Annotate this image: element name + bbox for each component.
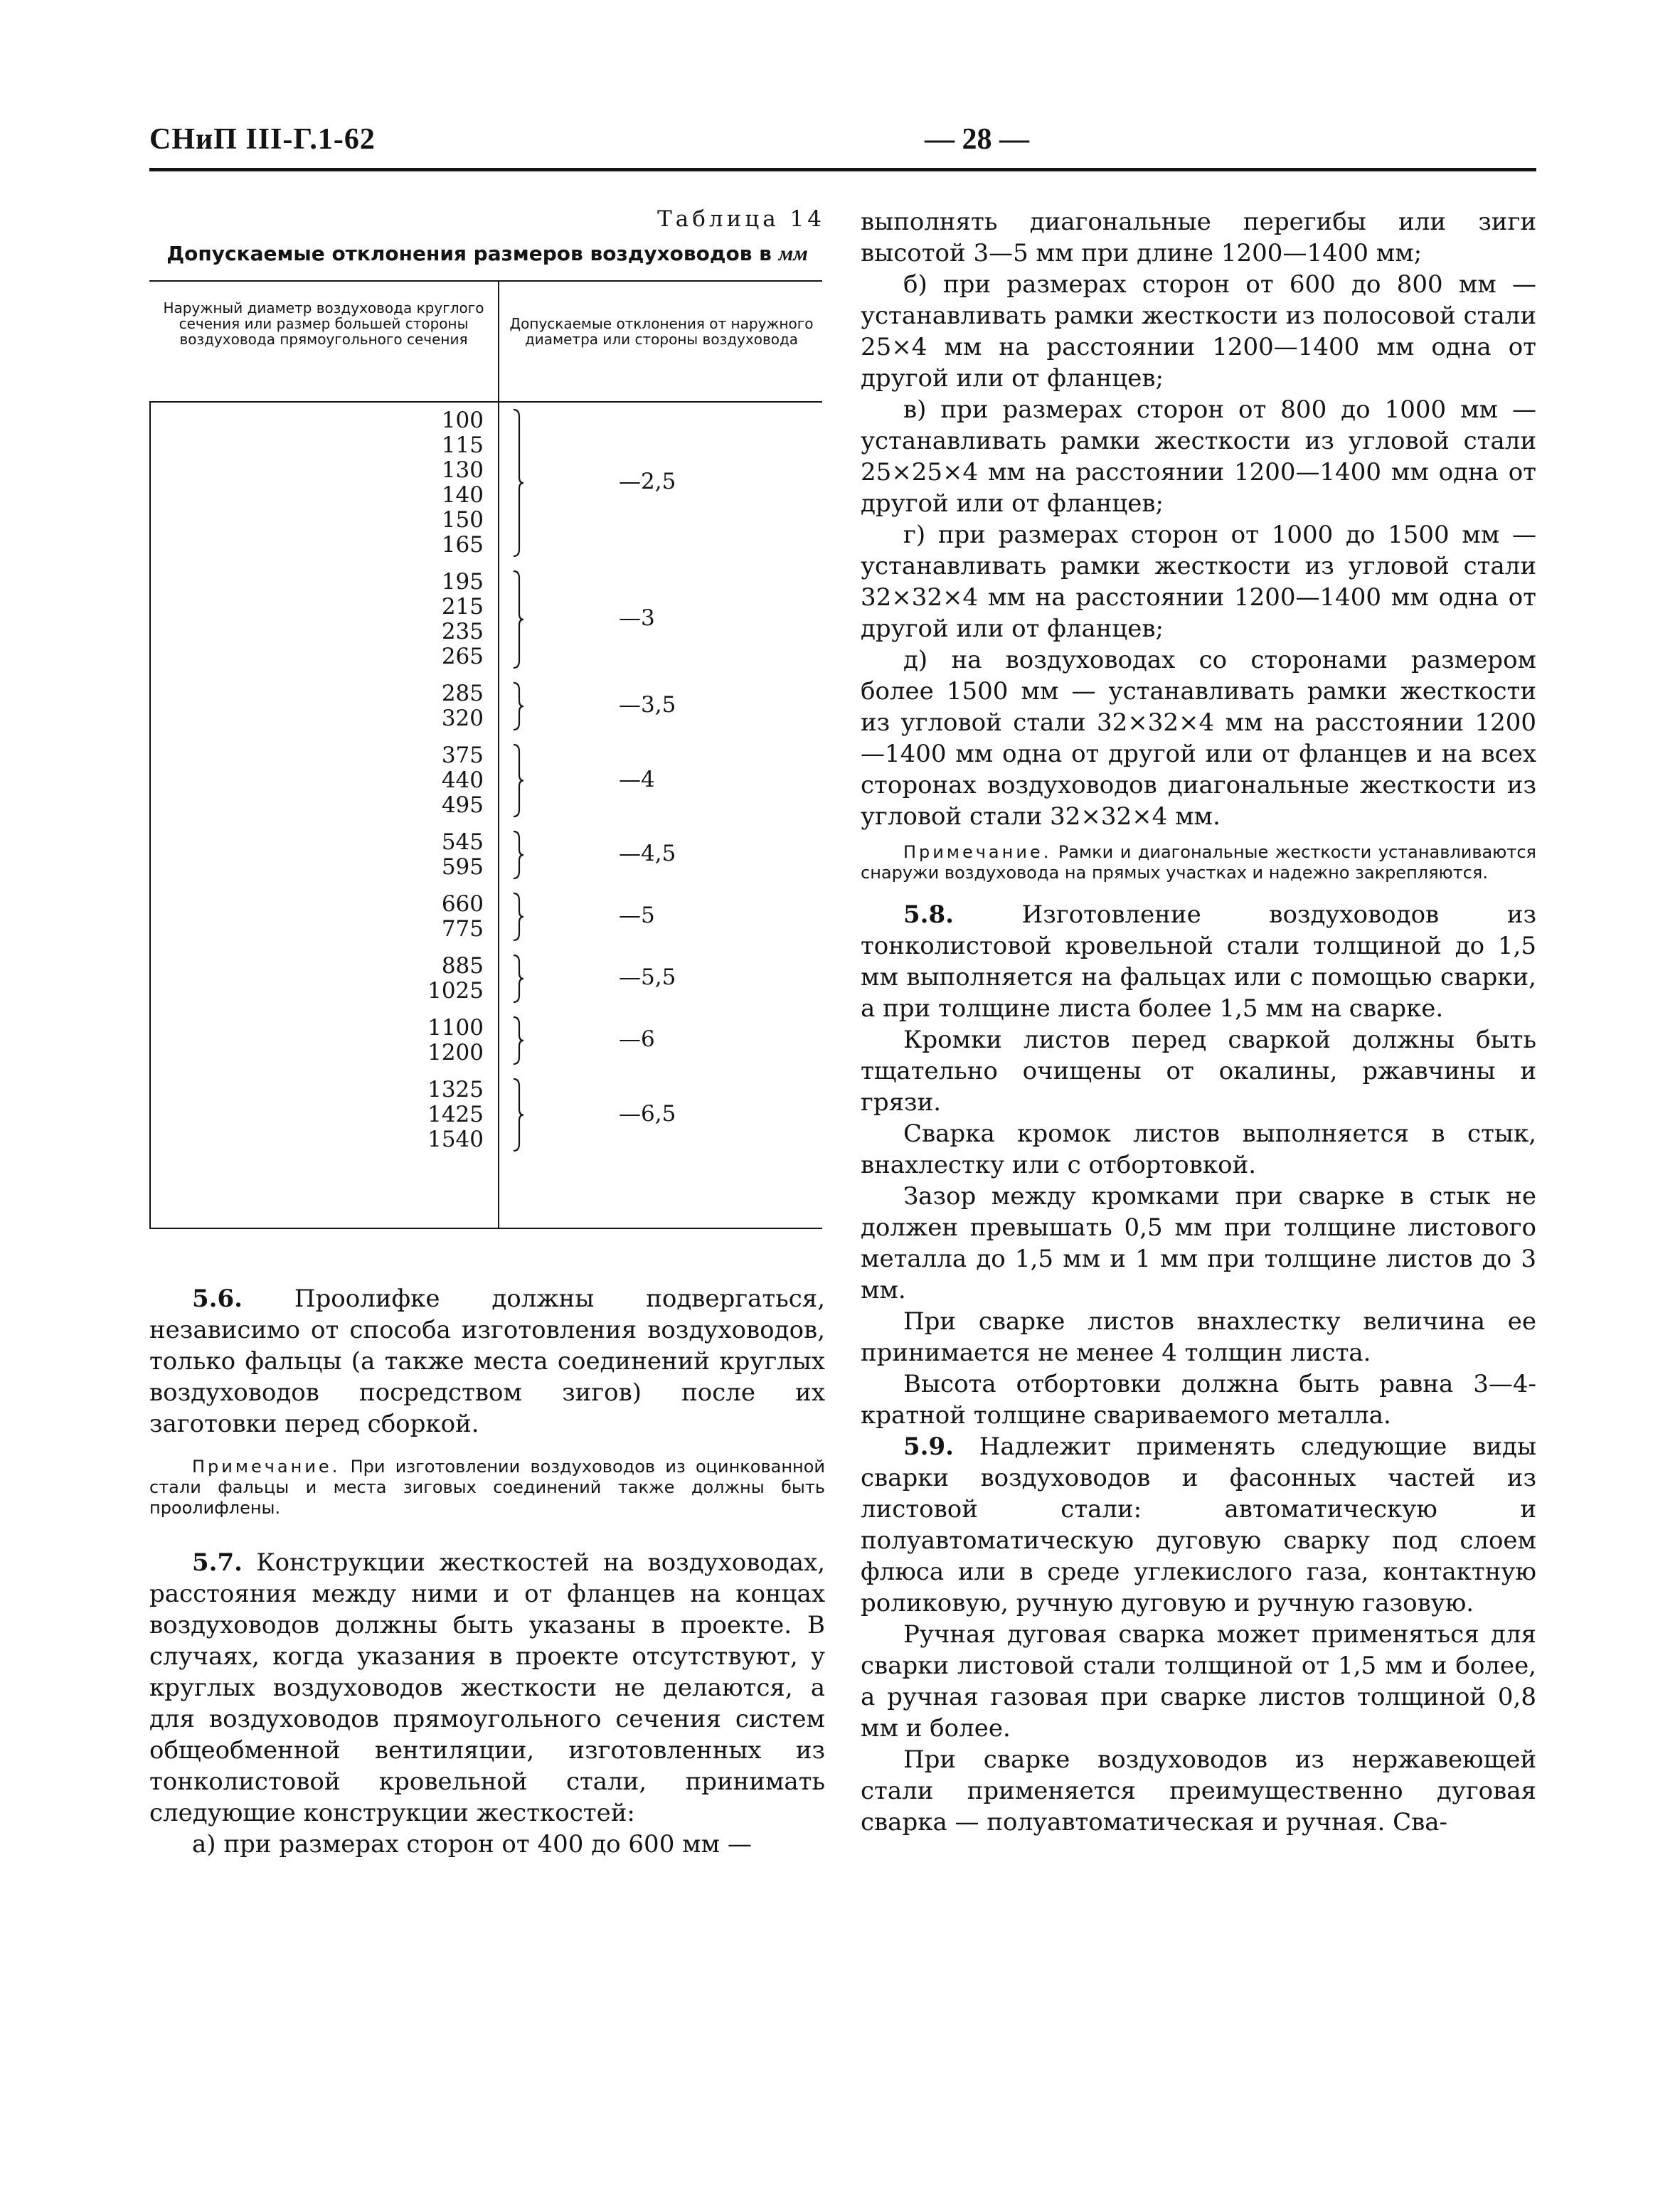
brace-icon — [512, 743, 525, 818]
brace-icon — [512, 892, 525, 942]
size-value: 165 — [441, 532, 484, 558]
size-values — [427, 892, 484, 942]
section-5-6 — [149, 1283, 825, 1440]
paragraph-flange-height: Высота отбортовки должна быть равна 3—4-кратной толщине свариваемого металла. — [861, 1370, 1536, 1430]
size-value: 545 — [441, 829, 484, 855]
brace-icon — [512, 830, 525, 880]
size-value: 195 — [441, 569, 484, 595]
size-value: 130 — [441, 457, 484, 483]
deviation-table — [149, 280, 822, 1229]
section-5-6-text: Проолифке должны подвергаться, независимо от способа изготовления воздуховодов, только фальцы (а также места соединений круглых воздуховодов посредством зигов) после их заготовки перед сборкой. — [149, 1285, 826, 1438]
brace-icon — [512, 570, 525, 669]
page-header — [149, 122, 1536, 172]
table-number: Таблица 14 — [657, 206, 825, 232]
size-value: 495 — [441, 792, 484, 818]
item-v: в) при размерах сторон от 800 до 1000 мм — устанавливать рамки жесткости из угловой стали 25×25×4 мм на расстоянии 1200—1400 мм одна от другой или от фланцев; — [861, 395, 1536, 518]
page-number: — 28 — — [925, 123, 1029, 156]
paragraph-overlap: При сварке листов внахлестку величина ее принимается не менее 4 толщин листа. — [861, 1307, 1536, 1367]
table-header-size: Наружный диаметр воздуховода круглого сечения или размер большей стороны воздуховода прямоугольного сечения — [163, 299, 484, 348]
size-values — [427, 830, 484, 880]
size-value: 775 — [441, 916, 484, 942]
note-1-text: При изготовлении воздуховодов из оцинкованной стали фальцы и места зиговых соединений также должны быть проолифлены. — [149, 1457, 825, 1518]
section-5-9-number: 5.9. — [903, 1432, 954, 1461]
left-column — [149, 206, 825, 1860]
size-values — [427, 570, 484, 669]
paragraph-edges: Кромки листов перед сваркой должны быть тщательно очищены от окалины, ржавчины и грязи. — [861, 1026, 1536, 1117]
size-value: 660 — [441, 891, 484, 917]
item-g: г) при размерах сторон от 1000 до 1500 мм — устанавливать рамки жесткости из угловой стали 32×32×4 мм на расстоянии 1200—1400 мм одна от другой или от фланцев; — [861, 521, 1536, 643]
size-values — [427, 681, 484, 731]
deviation-value: —4 — [619, 766, 655, 792]
header-rule — [149, 168, 1536, 171]
section-5-6-number: 5.6. — [192, 1285, 243, 1313]
size-value: 1025 — [427, 978, 484, 1004]
size-values — [427, 1078, 484, 1152]
brace-icon — [512, 1078, 525, 1152]
table-row-group — [149, 830, 822, 880]
size-values — [427, 743, 484, 818]
table-title — [149, 242, 825, 266]
paragraph-manual-arc: Ручная дуговая сварка может применяться для сварки листовой стали толщиной от 1,5 мм и более, а ручная газовая при сварке листов толщиной 0,8 мм и более. — [861, 1620, 1536, 1743]
brace-icon — [512, 954, 525, 1004]
table-row-group — [149, 892, 822, 942]
deviation-value: —3,5 — [619, 692, 676, 718]
note-2-label: Примечание. — [903, 842, 1052, 862]
table-title-unit: мм — [778, 242, 808, 265]
brace-icon — [512, 681, 525, 731]
item-b: б) при размерах сторон от 600 до 800 мм — устанавливать рамки жесткости из полосовой стали 25×4 мм на расстоянии 1200—1400 мм одна от другой или от фланцев; — [861, 270, 1536, 393]
section-5-8-number: 5.8. — [903, 900, 954, 929]
item-d: д) на воздуховодах со сторонами размером более 1500 мм — устанавливать рамки жесткости из угловой стали 32×32×4 мм на расстоянии 1200—1400 мм одна от другой или от фланцев и на всех сторонах воздуховодов диагональные жесткости из угловой стали 32×32×4 мм. — [861, 646, 1536, 831]
size-value: 100 — [441, 408, 484, 433]
size-value: 440 — [441, 767, 484, 793]
deviation-value: —4,5 — [619, 841, 676, 866]
size-value: 115 — [441, 432, 484, 458]
table-row-group — [149, 743, 822, 818]
size-value: 150 — [441, 507, 484, 533]
section-5-7 — [149, 1547, 825, 1829]
table-row-group — [149, 570, 822, 669]
table-header-deviation: Допускаемые отклонения от наружного диаметра или стороны воздуховода — [509, 315, 814, 348]
size-value: 1200 — [427, 1040, 484, 1065]
size-value: 215 — [441, 594, 484, 620]
table-row-group — [149, 1078, 822, 1152]
deviation-value: —6 — [619, 1026, 655, 1052]
size-value: 1425 — [427, 1102, 484, 1127]
note-2 — [861, 842, 1536, 883]
size-value: 1325 — [427, 1077, 484, 1102]
deviation-value: —5 — [619, 903, 655, 928]
item-a: а) при размерах сторон от 400 до 600 мм — — [192, 1830, 752, 1859]
section-5-7-number: 5.7. — [192, 1548, 243, 1577]
deviation-value: —5,5 — [619, 964, 676, 990]
size-values — [427, 1016, 484, 1065]
paragraph-welding-types: Сварка кромок листов выполняется в стык, внахлестку или с отбортовкой. — [861, 1120, 1536, 1179]
note-1 — [149, 1457, 825, 1519]
size-value: 595 — [441, 854, 484, 880]
table-row-group — [149, 681, 822, 731]
size-value: 265 — [441, 644, 484, 669]
size-value: 320 — [441, 706, 484, 731]
size-value: 285 — [441, 681, 484, 706]
size-value: 140 — [441, 482, 484, 508]
note-1-label: Примечание. — [192, 1457, 341, 1477]
table-row-group — [149, 408, 822, 558]
brace-icon — [512, 408, 525, 558]
document-code: СНиП III-Г.1-62 — [149, 123, 376, 156]
size-value: 235 — [441, 619, 484, 644]
continued-text: выполнять диагональные перегибы или зиги высотой 3—5 мм при длине 1200—1400 мм; — [861, 208, 1536, 267]
table-title-text: Допускаемые отклонения размеров воздуховодов в — [166, 242, 772, 265]
paragraph-stainless: При сварке воздуховодов из нержавеющей стали применяется преимущественно дуговая сварка — полуавтоматическая и ручная. Сва- — [861, 1745, 1536, 1836]
right-column — [861, 206, 1536, 1838]
section-5-9 — [861, 1431, 1536, 1619]
section-5-8 — [861, 899, 1536, 1024]
deviation-value: —2,5 — [619, 469, 676, 494]
section-5-9-text: Надлежит применять следующие виды сварки воздуховодов и фасонных частей из листовой стали: автоматическую и полуавтоматическую дуговую сварку под слоем флюса или в среде углекислого газа, контактную роликовую, ручную дуговую и ручную газовую. — [861, 1432, 1536, 1617]
table-header-divider — [149, 401, 822, 403]
table-row-group — [149, 1016, 822, 1065]
size-values — [427, 408, 484, 558]
size-value: 1100 — [427, 1015, 484, 1041]
size-value: 375 — [441, 743, 484, 768]
deviation-value: —3 — [619, 605, 655, 631]
size-value: 1540 — [427, 1127, 484, 1152]
size-value: 885 — [441, 953, 484, 979]
table-row-group — [149, 954, 822, 1004]
paragraph-gap: Зазор между кромками при сварке в стык не должен превышать 0,5 мм при толщине листового металла до 1,5 мм и 1 мм при толщине листов до 3 мм. — [861, 1182, 1536, 1304]
section-5-7-text: Конструкции жесткостей на воздуховодах, расстояния между ними и от фланцев на концах воздуховодов должны быть указаны в проекте. В случаях, когда указания в проекте отсутствуют, у круглых воздуховодов жесткости не делаются, а для воздуховодов прямоугольного сечения систем общеобменной вентиляции, изготовленных из тонколистовой кровельной стали, принимать следующие конструкции жесткостей: — [149, 1548, 825, 1827]
size-values — [427, 954, 484, 1004]
brace-icon — [512, 1016, 525, 1065]
section-5-8-text: Изготовление воздуховодов из тонколистовой кровельной стали толщиной до 1,5 мм выполняется на фальцах или с помощью сварки, а при толщине листа более 1,5 мм на сварке. — [861, 900, 1537, 1023]
deviation-value: —6,5 — [619, 1100, 676, 1127]
note-2-text: Рамки и диагональные жесткости устанавливаются снаружи воздуховода на прямых участках и надежно закрепляются. — [861, 842, 1536, 883]
